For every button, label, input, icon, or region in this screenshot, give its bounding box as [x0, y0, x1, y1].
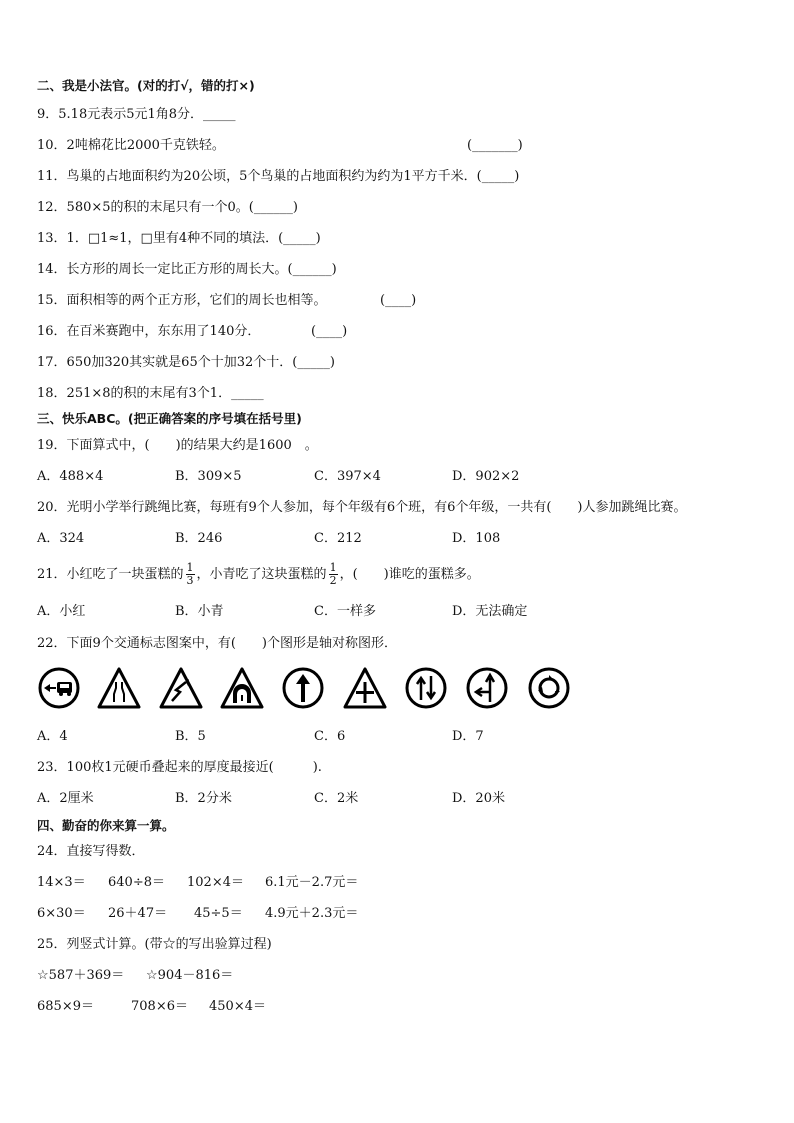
tunnel-sign-icon	[219, 666, 265, 710]
q23-option-d: D．20米	[452, 791, 505, 806]
vertical-calc-item: ☆904－816＝	[146, 968, 234, 983]
calc-item: 45÷5＝	[194, 906, 243, 921]
no-overtaking-sign-icon	[36, 666, 82, 710]
calc-item: 14×3＝	[37, 875, 86, 890]
traffic-signs-row	[36, 666, 576, 710]
q21-option-b: B．小青	[175, 604, 224, 619]
two-way-sign-icon	[403, 666, 449, 710]
crossroad-sign-icon	[342, 666, 388, 710]
calc-item: 26＋47＝	[108, 906, 168, 921]
q20-option-b: B．246	[175, 531, 223, 546]
calc-item: 102×4＝	[187, 875, 244, 890]
roundabout-sign-icon	[526, 666, 572, 710]
question-22: 22．下面9个交通标志图案中，有( )个图形是轴对称图形．	[37, 636, 397, 651]
question-25: 25．列竖式计算。(带☆的写出验算过程)	[37, 937, 272, 952]
vertical-calc-item: 708×6＝	[131, 999, 188, 1014]
vertical-calc-item: ☆587＋369＝	[37, 968, 125, 983]
section-3-title: 三、快乐ABC。(把正确答案的序号填在括号里)	[37, 411, 302, 426]
question-10: 10．2吨棉花比2000千克铁轻。	[37, 138, 225, 153]
question-11: 11．鸟巢的占地面积约为20公顷，5个鸟巢的占地面积约为约为1平方千米．(_____)	[37, 169, 520, 184]
question-12: 12．580×5的积的末尾只有一个0。(______)	[37, 200, 298, 215]
q19-option-a: A．488×4	[37, 469, 104, 484]
q20-option-a: A．324	[37, 531, 85, 546]
vertical-calc-item: 450×4＝	[209, 999, 266, 1014]
question-13: 13．1．□1≈1，□里有4种不同的填法．(_____)	[37, 231, 321, 246]
q22-option-d: D．7	[452, 729, 484, 744]
road-narrows-sign-icon	[96, 666, 142, 710]
calc-item: 6×30＝	[37, 906, 86, 921]
section-4-title: 四、勤奋的你来算一算。	[37, 818, 175, 833]
vertical-calc-item: 685×9＝	[37, 999, 94, 1014]
q22-option-c: C．6	[314, 729, 346, 744]
fraction-one-third: $\frac{1}{3}$	[186, 561, 194, 587]
question-19: 19．下面算式中，( )的结果大约是1600 。	[37, 438, 318, 453]
calc-item: 4.9元＋2.3元＝	[265, 906, 359, 921]
question-23: 23．100枚1元硬币叠起来的厚度最接近( ).	[37, 760, 322, 775]
fraction-one-half: $\frac{1}{2}$	[329, 561, 337, 587]
calc-item: 640÷8＝	[108, 875, 165, 890]
q21-option-a: A．小红	[37, 604, 86, 619]
q19-option-c: C．397×4	[314, 469, 381, 484]
calc-item: 6.1元－2.7元＝	[265, 875, 359, 890]
curve-sign-icon	[158, 666, 204, 710]
question-21: 21．小红吃了一块蛋糕的 $\frac{1}{3}$ ，小青吃了这块蛋糕的 $\frac{1}{2}$ ，( )谁吃的蛋糕多。	[37, 561, 480, 587]
q20-option-d: D．108	[452, 531, 501, 546]
section-2-title: 二、我是小法官。(对的打√，错的打×)	[37, 78, 255, 93]
q22-option-a: A．4	[37, 729, 68, 744]
question-9: 9．5.18元表示5元1角8分．_____	[37, 107, 236, 122]
question-15-blank: (____)	[380, 293, 417, 308]
q23-option-c: C．2米	[314, 791, 359, 806]
question-24: 24．直接写得数．	[37, 844, 145, 859]
question-17: 17．650加320其实就是65个十加32个十．(_____)	[37, 355, 335, 370]
q21-option-d: D．无法确定	[452, 604, 528, 619]
q21-option-c: C．一样多	[314, 604, 376, 619]
question-16: 16．在百米赛跑中，东东用了140分．	[37, 324, 261, 339]
question-15: 15．面积相等的两个正方形，它们的周长也相等。	[37, 293, 327, 308]
question-14: 14．长方形的周长一定比正方形的周长大。(______)	[37, 262, 337, 277]
question-18: 18．251×8的积的末尾有3个1．_____	[37, 386, 264, 401]
q23-option-a: A．2厘米	[37, 791, 94, 806]
question-20: 20．光明小学举行跳绳比赛，每班有9个人参加，每个年级有6个班，有6个年级，一共有( )人参加跳绳比赛。	[37, 500, 687, 515]
q22-option-b: B．5	[175, 729, 206, 744]
left-or-straight-sign-icon	[464, 666, 510, 710]
straight-only-sign-icon	[280, 666, 326, 710]
q20-option-c: C．212	[314, 531, 362, 546]
question-16-blank: (____)	[311, 324, 348, 339]
q19-option-b: B．309×5	[175, 469, 242, 484]
q23-option-b: B．2分米	[175, 791, 232, 806]
q19-option-d: D．902×2	[452, 469, 520, 484]
question-10-blank: (_______)	[467, 138, 523, 153]
